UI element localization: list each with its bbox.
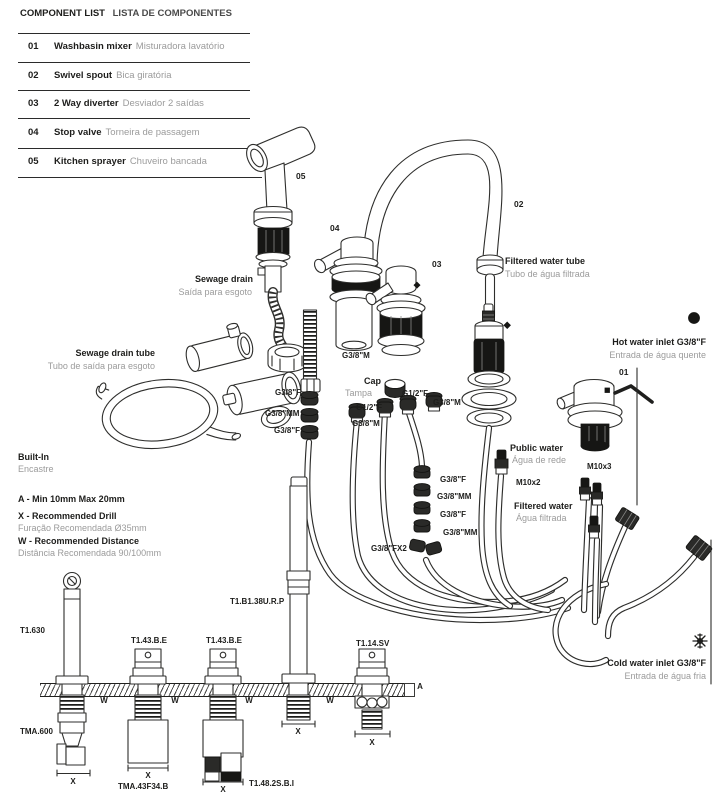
legend-en: Kitchen sprayer [54, 156, 126, 167]
fitting-m10x3: M10x3 [587, 462, 612, 471]
callout-04: 04 [330, 223, 340, 233]
filtered-water-tube-label: Filtered water tube [505, 256, 586, 266]
callout-03: 03 [432, 259, 442, 269]
hot-water-inlet-label: Hot water inlet G3/8"F [612, 337, 706, 347]
note-a-label: A - Min 10mm Max 20mm [18, 494, 125, 504]
legend-pt: Torneira de passagem [105, 127, 200, 138]
legend-en: Stop valve [54, 127, 102, 138]
fitting-g38f-c: G3/8"F [440, 475, 467, 484]
public-water-label: Public water [510, 443, 564, 453]
legend-pt: Desviador 2 saídas [122, 98, 204, 109]
filtered-water-label: Filtered water [514, 501, 573, 511]
fitting-g38f-d: G3/8"F [440, 510, 467, 519]
sewage-drain-tube-label-pt: Tubo de saída para esgoto [47, 361, 155, 371]
cold-water-snowflake-icon [693, 634, 707, 648]
callout-02: 02 [514, 199, 524, 209]
legend-en: Washbasin mixer [54, 41, 132, 52]
component-list-title-en: COMPONENT LIST [20, 8, 105, 19]
filtered-water-label-pt: Água filtrada [516, 513, 567, 523]
filter-cartridge-drawing [462, 304, 516, 427]
fitting-g38f-b: G3/8"F [274, 426, 301, 435]
fitting-g38m-left: G3/8"M [352, 419, 380, 428]
sewage-drain-tube-drawing [95, 366, 241, 456]
legend-en: 2 Way diverter [54, 98, 119, 109]
code-t1-43-be-1: T1.43.B.E [131, 636, 168, 645]
fixture-t1-630 [56, 573, 90, 777]
legend-num: 02 [28, 70, 39, 81]
measure-a: A [417, 682, 423, 691]
component-list-title-pt: LISTA DE COMPONENTES [112, 8, 232, 19]
legend-pt: Misturadora lavatório [135, 41, 225, 52]
fitting-g38f-a: G3/8"F [275, 388, 302, 397]
flexible-hoses-drawing [307, 410, 694, 664]
fitting-g12f-left: G1/2"F [356, 403, 383, 412]
code-t1-b1-38u-r-p: T1.B1.38U.R.P [230, 597, 285, 606]
built-in-label: Built-In [18, 452, 49, 462]
sewage-drain-label-pt: Saída para esgoto [178, 287, 252, 297]
cold-water-inlet-label: Cold water inlet G3/8"F [607, 658, 706, 668]
legend-num: 01 [28, 41, 39, 52]
legend-num: 04 [28, 127, 39, 138]
measure-w-3: W [245, 696, 253, 705]
fitting-g38mm-c: G3/8"MM [437, 492, 472, 501]
fixture-t1-43-be-2 [203, 649, 243, 785]
hose-nut-stack-left [301, 391, 318, 439]
cold-water-inlet-label-pt: Entrada de água fria [624, 671, 706, 681]
code-tma-600: TMA.600 [20, 727, 53, 736]
hot-water-inlet-label-pt: Entrada de água quente [609, 350, 706, 360]
hose-nut-column [409, 466, 442, 556]
fixture-t1-14-sv [355, 649, 390, 737]
measure-x-3: X [220, 785, 226, 794]
measure-x-5: X [369, 738, 375, 747]
hot-water-dot-icon [689, 313, 700, 324]
measure-w-1: W [100, 696, 108, 705]
code-t1-14-sv: T1.14.SV [356, 639, 390, 648]
measure-x-1: X [70, 777, 76, 786]
legend-pt: Chuveiro bancada [129, 156, 207, 167]
public-water-stud-drawing [495, 450, 508, 474]
note-w-label-pt: Distância Recomendada 90/100mm [18, 548, 162, 558]
fitting-g38mm-a: G3/8"MM [265, 409, 300, 418]
legend-en: Swivel spout [54, 70, 113, 81]
fitting-g12f-right: G1/2"F [402, 389, 429, 398]
measure-w-2: W [171, 696, 179, 705]
fitting-g38fx2: G3/8"FX2 [371, 544, 407, 553]
code-t1-48-2s-b-i: T1.48.2S.B.I [249, 779, 294, 788]
cap-label-pt: Tampa [345, 388, 373, 398]
cap-label: Cap [364, 376, 382, 386]
legend-pt: Bica giratória [116, 70, 172, 81]
sewage-drain-tube-label: Sewage drain tube [75, 348, 155, 358]
washbasin-mixer-drawing [556, 380, 622, 452]
hex-hose-fittings [615, 507, 713, 561]
measure-x-2: X [145, 771, 151, 780]
threaded-stud-drawing [301, 310, 320, 392]
code-t1-43-be-2: T1.43.B.E [206, 636, 243, 645]
measure-x-4: X [295, 727, 301, 736]
code-tma-43f34-b: TMA.43F34.B [118, 782, 169, 791]
sewage-drain-drawing [268, 292, 306, 372]
legend-num: 03 [28, 98, 39, 109]
legend-num: 05 [28, 156, 39, 167]
sewage-drain-label: Sewage drain [194, 274, 253, 284]
note-x-label: X - Recommended Drill [18, 511, 117, 521]
sewage-elbow-fitting-1 [181, 320, 255, 373]
built-in-label-pt: Encastre [18, 464, 54, 474]
fitting-g38mm-d: G3/8"MM [443, 528, 478, 537]
fitting-g38m-top: G3/8"M [342, 351, 370, 360]
callout-01: 01 [619, 367, 629, 377]
fixture-t1-43-be-1 [128, 649, 168, 771]
fitting-m10x2: M10x2 [516, 478, 541, 487]
note-w-label: W - Recommended Distance [18, 536, 140, 546]
public-water-label-pt: Água de rede [512, 455, 567, 465]
fitting-g38m-right: G3/8"M [433, 398, 461, 407]
kitchen-sprayer-drawing [242, 127, 315, 292]
callout-05: 05 [296, 171, 306, 181]
code-t1-630: T1.630 [20, 626, 45, 635]
note-x-label-pt: Furação Recomendada Ø35mm [18, 523, 147, 533]
measure-w-4: W [326, 696, 334, 705]
filtered-water-tube-label-pt: Tubo de água filtrada [505, 269, 590, 279]
